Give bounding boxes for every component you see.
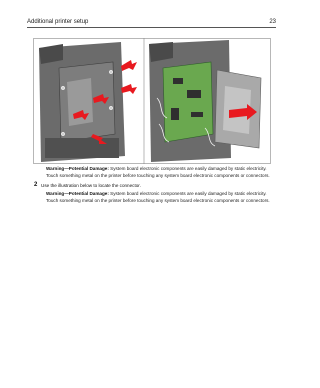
board-chip <box>187 90 201 98</box>
system-board <box>163 62 213 142</box>
screw-icon <box>109 70 112 73</box>
warning-line: Touch something metal on the printer before touching any system board electronic components or connectors. <box>46 197 270 203</box>
board-connector <box>191 112 203 117</box>
warning-label: Warning—Potential Damage: <box>46 191 109 196</box>
warning-label: Warning—Potential Damage: <box>46 166 109 171</box>
screw-icon <box>61 86 64 89</box>
warning-line <box>46 166 278 173</box>
printer-base-left <box>45 138 119 158</box>
shield-inner-left <box>67 78 93 126</box>
step-number: 2 <box>34 182 38 188</box>
section-title: Additional printer setup <box>27 19 89 25</box>
warning-text: System board electronic components are easily damaged by static electricity. <box>108 191 267 196</box>
header-rule <box>27 27 276 28</box>
page-header <box>27 18 276 28</box>
step-text: Use the illustration below to locate the connector. <box>41 183 141 188</box>
screw-icon <box>61 132 64 135</box>
illustration-svg <box>33 38 271 164</box>
board-connector <box>171 108 179 120</box>
warning-paragraph-2 <box>46 191 278 204</box>
screw-icon <box>109 106 112 109</box>
board-chip <box>173 78 183 84</box>
warning-line <box>46 191 278 198</box>
warning-paragraph-1 <box>46 166 278 179</box>
illustration-system-board-access <box>33 38 271 164</box>
warning-line: Touch something metal on the printer before touching any system board electronic components or connectors. <box>46 172 270 178</box>
warning-text: System board electronic components are easily damaged by static electricity. <box>108 166 267 171</box>
page-number: 23 <box>269 19 276 25</box>
